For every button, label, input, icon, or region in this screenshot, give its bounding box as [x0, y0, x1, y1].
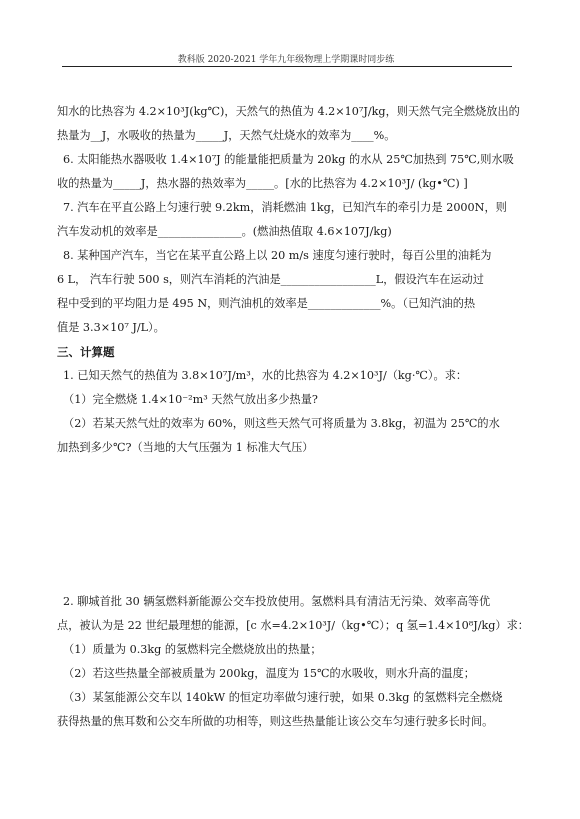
text-line: 程中受到的平均阻力是 495 N，则汽油机的效率是_____________%。（已知汽油的热 — [57, 297, 476, 310]
answer-space — [57, 460, 519, 590]
calc-question-1-part-2: （2）若某天然气灶的效率为 60%，则这些天然气可将质量为 3.8kg，初温为 25℃的水 — [63, 417, 500, 430]
text-line: 6 L， 汽车行驶 500 s，则汽车消耗的汽油是_________________L，假设汽车在运动过 — [57, 273, 484, 286]
calc-question-1-part-1: （1）完全燃烧 1.4×10⁻²m³ 天然气放出多少热量? — [63, 393, 318, 406]
text-line: 获得热量的焦耳数和公交车所做的功相等，则这些热量能让该公交车匀速行驶多长时间。 — [57, 715, 494, 728]
text-line: 知水的比热容为 4.2×10³J(kg℃)，天然气的热值为 4.2×10⁷J/kg，则天然气完全燃烧放出的 — [57, 105, 520, 118]
question-7: 7. 汽车在平直公路上匀速行驶 9.2km，消耗燃油 1kg，已知汽车的牵引力是 2000N，则 — [63, 201, 507, 214]
text-line: 值是 3.3×10⁷ J/L）。 — [57, 321, 165, 334]
calc-question-2-part-3: （3）某氢能源公交车以 140kW 的恒定功率做匀速行驶，如果 0.3kg 的氢燃料完全燃烧 — [63, 691, 503, 704]
calc-question-2-part-2: （2）若这些热量全部被质量为 200kg，温度为 15℃的水吸收，则水升高的温度； — [63, 667, 475, 680]
calc-question-1: 1. 已知天然气的热值为 3.8×10⁷J/m³，水的比热容为 4.2×10³J/（kg·℃）。求： — [63, 369, 468, 382]
calc-question-2-part-1: （1）质量为 0.3kg 的氢燃料完全燃烧放出的热量； — [63, 643, 322, 656]
header-divider — [62, 66, 512, 67]
section-heading: 三、计算题 — [57, 345, 115, 359]
text-line: 点，被认为是 22 世纪最理想的能源，[c 水=4.2×10³J/（kg•℃）；q 氢=1.4×10⁸J/kg）求： — [57, 619, 529, 632]
page-header: 教科版 2020-2021 学年九年级物理上学期课时同步练 — [177, 55, 395, 65]
text-line: 收的热量为_____J，热水器的热效率为_____。[水的比热容为 4.2×10³J/ (kg•℃) ] — [57, 177, 468, 190]
text-line: 热量为__J，水吸收的热量为_____J，天然气灶烧水的效率为____%。 — [57, 129, 396, 142]
question-6: 6. 太阳能热水器吸收 1.4×10⁷J 的能量能把质量为 20kg 的水从 25℃加热到 75℃,则水吸 — [63, 153, 514, 166]
document-body — [57, 100, 529, 734]
text-line: 加热到多少℃?（当地的大气压强为 1 标准大气压） — [57, 441, 314, 454]
calc-question-2: 2. 聊城首批 30 辆氢燃料新能源公交车投放使用。氢燃料具有清洁无污染、效率高等优 — [63, 595, 491, 608]
text-line: 汽车发动机的效率是_______________。(燃油热值取 4.6×107J/kg) — [57, 225, 392, 238]
question-8: 8. 某种国产汽车，当它在某平直公路上以 20 m/s 速度匀速行驶时，每百公里的油耗为 — [63, 249, 492, 262]
